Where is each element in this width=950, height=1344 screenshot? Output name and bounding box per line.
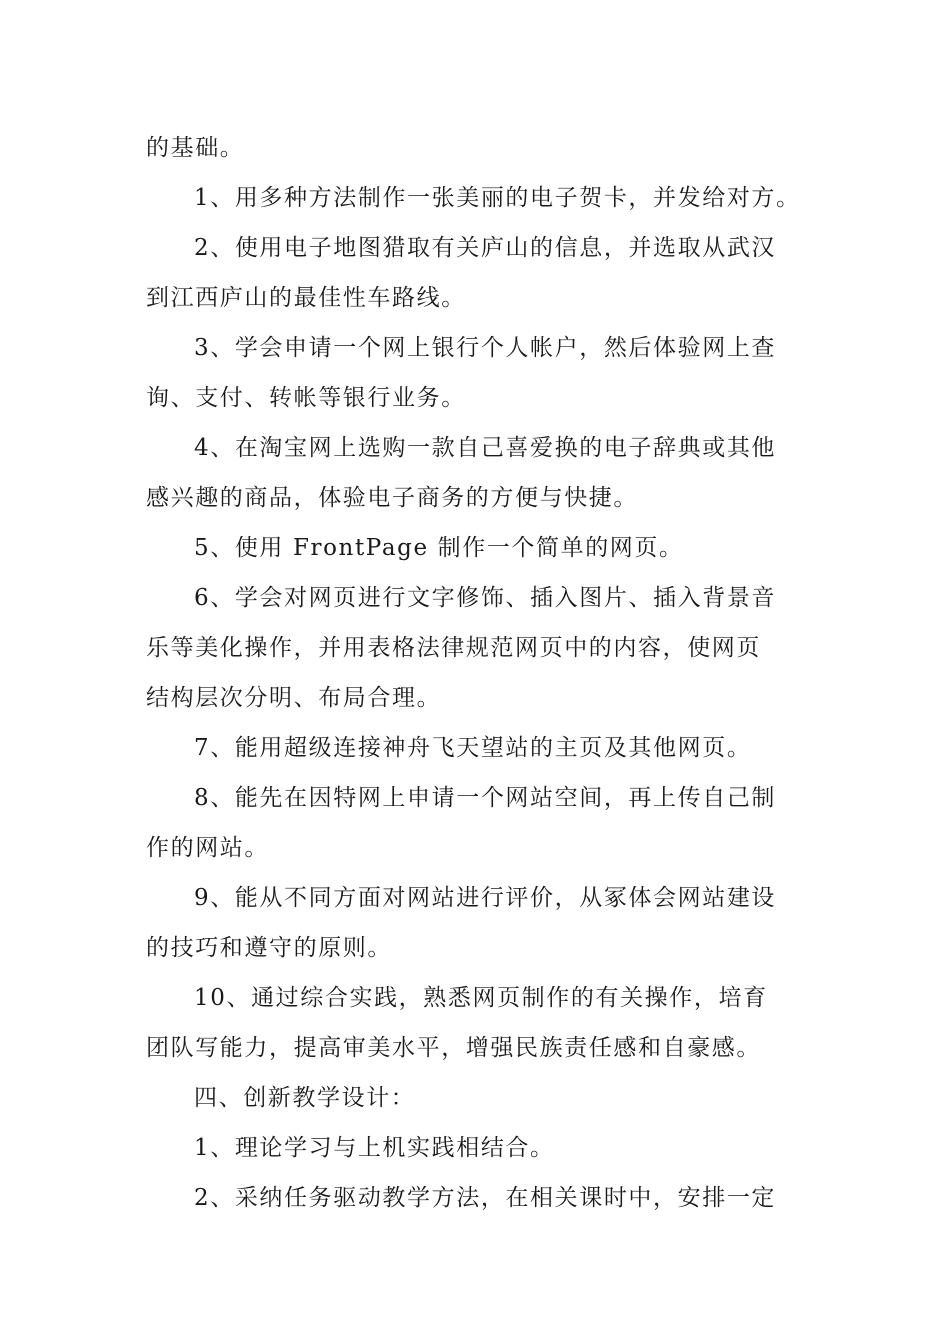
section-heading: 四、创新教学设计： (194, 1085, 416, 1111)
text-line: 乐等美化操作，并用表格法律规范网页中的内容，使网页 (146, 635, 761, 661)
text-line: 作的网站。 (146, 835, 269, 861)
text-line: 询、支付、转帐等银行业务。 (146, 385, 466, 411)
text-line: 2、使用电子地图猎取有关庐山的信息，并选取从武汉 (194, 235, 777, 261)
text-line: 10、通过综合实践，熟悉网页制作的有关操作，培育 (194, 985, 768, 1011)
text-line: 6、学会对网页进行文字修饰、插入图片、插入背景音 (194, 585, 777, 611)
text-line: 团队写能力，提高审美水平，增强民族责任感和自豪感。 (146, 1035, 761, 1061)
text-line: 3、学会申请一个网上银行个人帐户，然后体验网上查 (194, 335, 777, 361)
text-line: 的技巧和遵守的原则。 (146, 935, 392, 961)
text-line: 9、能从不同方面对网站进行评价，从冢体会网站建设 (194, 885, 777, 911)
text-line: 2、采纳任务驱动教学方法，在相关课时中，安排一定 (194, 1185, 777, 1211)
text-line: 结构层次分明、布局合理。 (146, 685, 442, 711)
text-line: 8、能先在因特网上申请一个网站空间，再上传自己制 (194, 785, 777, 811)
text-line: 7、能用超级连接神舟飞天望站的主页及其他网页。 (194, 735, 752, 761)
text-line: 感兴趣的商品，体验电子商务的方便与快捷。 (146, 485, 638, 511)
text-line: 1、理论学习与上机实践相结合。 (194, 1135, 555, 1161)
text-line: 4、在淘宝网上选购一款自己喜爱换的电子辞典或其他 (194, 435, 777, 461)
text-line: 到江西庐山的最佳性车路线。 (146, 285, 466, 311)
text-line: 的基础。 (146, 135, 245, 161)
text-line: 5、使用 FrontPage 制作一个简单的网页。 (194, 535, 684, 561)
text-line: 1、用多种方法制作一张美丽的电子贺卡，并发给对方。 (194, 185, 801, 211)
